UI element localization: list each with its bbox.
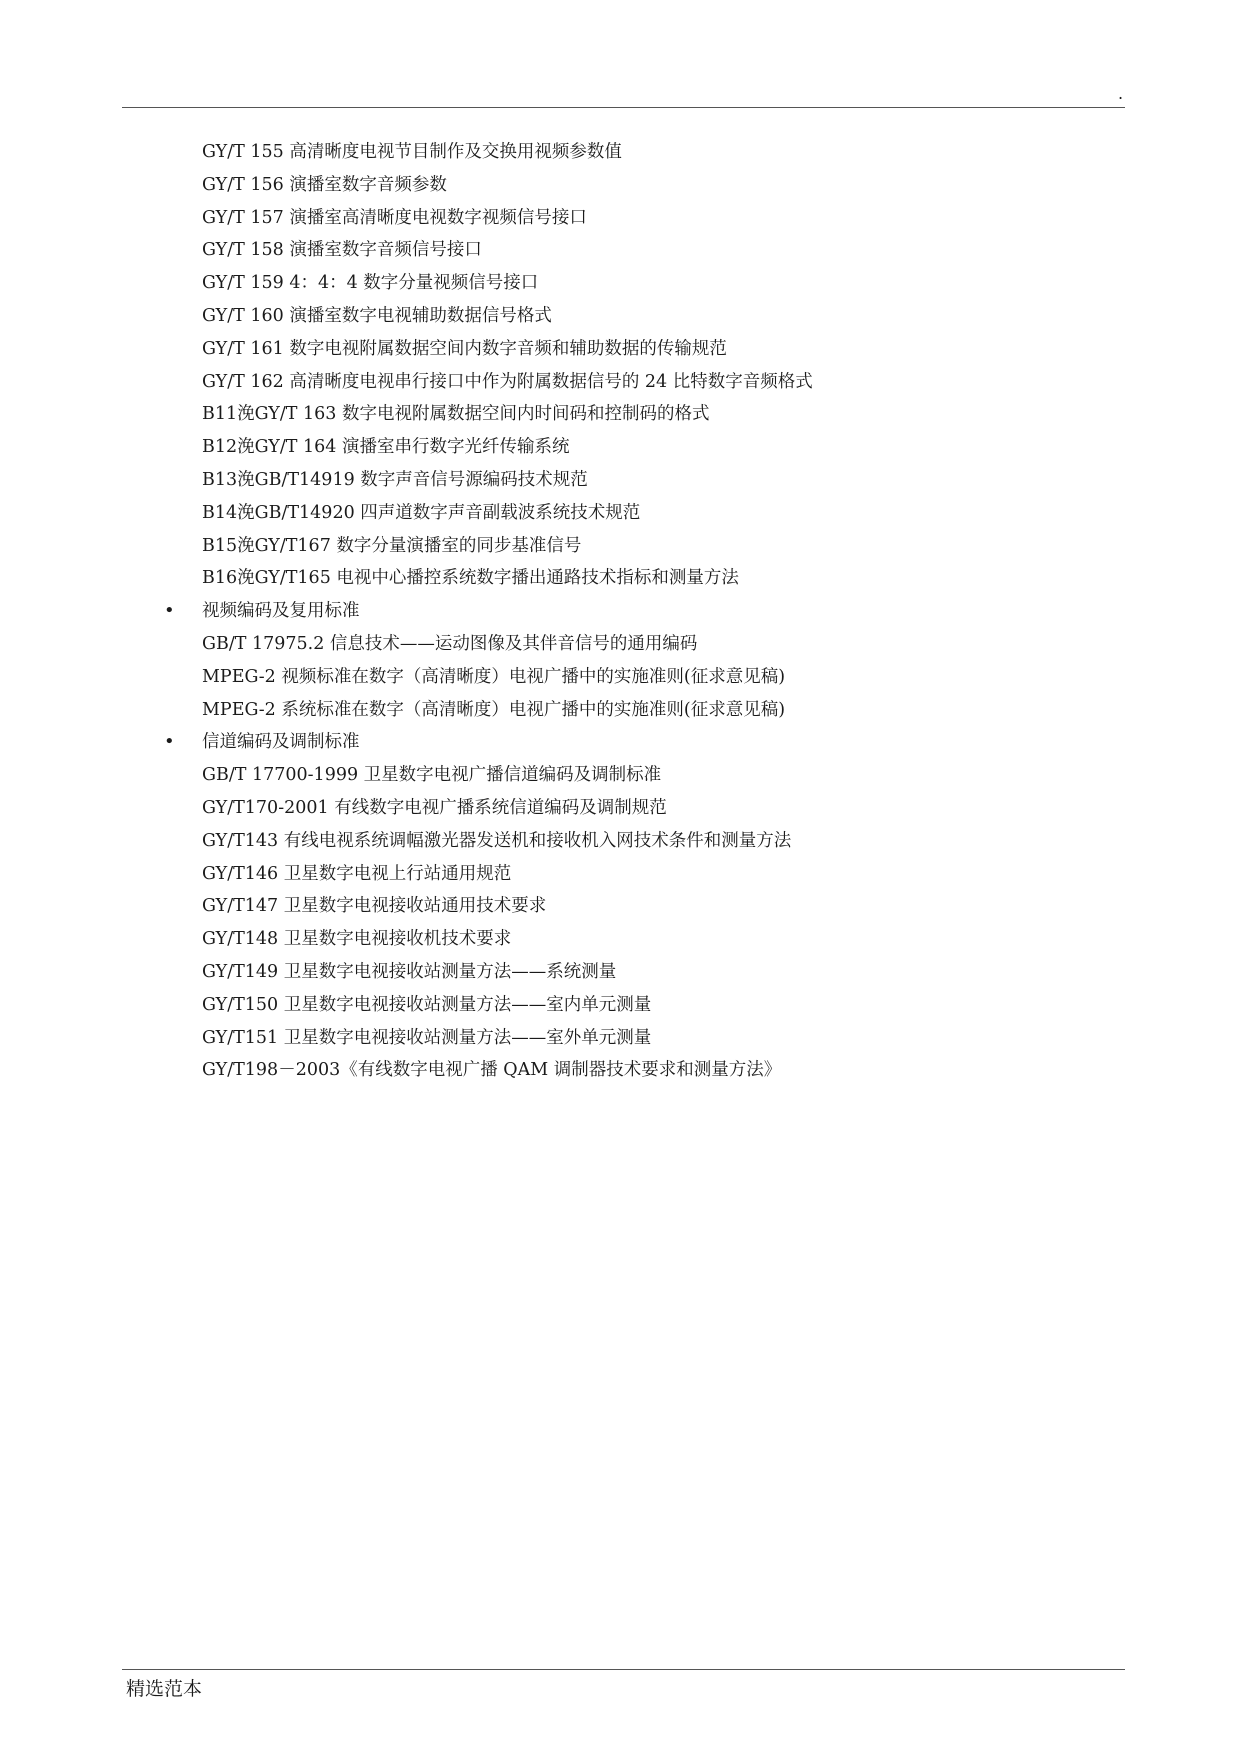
standard-title: GY/T146 卫星数字电视上行站通用规范 xyxy=(202,863,512,884)
standard-title: GY/T149 卫星数字电视接收站测量方法——系统测量 xyxy=(202,961,617,982)
section-heading-text: 视频编码及复用标准 xyxy=(202,601,360,622)
standard-title: MPEG-2 视频标准在数字（高清晰度）电视广播中的实施准则(征求意见稿) xyxy=(202,666,786,687)
bullet-icon: • xyxy=(164,600,175,622)
standard-title: B15浼GY/T167 数字分量演播室的同步基准信号 xyxy=(202,535,582,556)
standard-list-item xyxy=(162,759,1122,792)
standard-title: B12浼GY/T 164 演播室串行数字光纤传输系统 xyxy=(202,437,570,458)
standard-title: B16浼GY/T165 电视中心播控系统数字播出通路技术指标和测量方法 xyxy=(202,568,739,589)
standard-list-item xyxy=(162,956,1122,989)
standard-title: GY/T198－2003《有线数字电视广播 QAM 调制器技术要求和测量方法》 xyxy=(202,1060,782,1081)
standard-list-item xyxy=(162,661,1122,694)
standard-list-item xyxy=(162,267,1122,300)
standard-title: GY/T 157 演播室高清晰度电视数字视频信号接口 xyxy=(202,207,587,228)
standard-list-item xyxy=(162,825,1122,858)
standard-title: GY/T 155 高清晰度电视节目制作及交换用视频参数值 xyxy=(202,142,622,162)
standard-list-item xyxy=(162,202,1122,235)
standard-title: B11浼GY/T 163 数字电视附属数据空间内时间码和控制码的格式 xyxy=(202,404,710,425)
standard-list-item xyxy=(162,562,1122,595)
standard-title: GY/T 162 高清晰度电视串行接口中作为附属数据信号的 24 比特数字音频格式 xyxy=(202,371,813,392)
bullet-icon: • xyxy=(164,731,175,753)
standard-title: GY/T170-2001 有线数字电视广播系统信道编码及调制规范 xyxy=(202,797,667,818)
standard-list-item xyxy=(162,234,1122,267)
standard-list-item xyxy=(162,792,1122,825)
standard-list-item xyxy=(162,890,1122,923)
standard-title: GY/T 160 演播室数字电视辅助数据信号格式 xyxy=(202,305,552,326)
standard-list-item xyxy=(162,628,1122,661)
standard-title: GY/T147 卫星数字电视接收站通用技术要求 xyxy=(202,896,547,917)
standard-title: GY/T151 卫星数字电视接收站测量方法——室外单元测量 xyxy=(202,1027,652,1048)
standard-title: GB/T 17975.2 信息技术——运动图像及其伴音信号的通用编码 xyxy=(202,633,698,654)
standard-list-item xyxy=(162,694,1122,727)
section-heading-text: 信道编码及调制标准 xyxy=(202,732,360,753)
standard-title: GY/T 161 数字电视附属数据空间内数字音频和辅助数据的传输规范 xyxy=(202,338,727,359)
standard-list-item xyxy=(162,169,1122,202)
standard-title: GY/T 159 4：4：4 数字分量视频信号接口 xyxy=(202,273,539,294)
document-body xyxy=(162,136,1122,1087)
standard-title: B14浼GB/T14920 四声道数字声音副载波系统技术规范 xyxy=(202,502,641,523)
standard-list-item xyxy=(162,464,1122,497)
header-rule xyxy=(122,107,1125,108)
standard-title: GY/T148 卫星数字电视接收机技术要求 xyxy=(202,929,512,950)
standard-title: GY/T 158 演播室数字音频信号接口 xyxy=(202,240,482,261)
header-mark: . xyxy=(1118,84,1124,103)
standard-list-item xyxy=(162,1054,1122,1087)
standard-list-item xyxy=(162,989,1122,1022)
standard-title: B13浼GB/T14919 数字声音信号源编码技术规范 xyxy=(202,469,588,490)
section-heading xyxy=(162,595,1122,628)
standard-title: MPEG-2 系统标准在数字（高清晰度）电视广播中的实施准则(征求意见稿) xyxy=(202,699,786,720)
standard-list-item xyxy=(162,366,1122,399)
section-heading xyxy=(162,726,1122,759)
standard-list-item xyxy=(162,923,1122,956)
standard-title: GY/T150 卫星数字电视接收站测量方法——室内单元测量 xyxy=(202,994,652,1015)
footer-rule xyxy=(122,1669,1125,1670)
standard-list-item xyxy=(162,530,1122,563)
standard-list-item xyxy=(162,300,1122,333)
standard-title: GY/T143 有线电视系统调幅激光器发送机和接收机入网技术条件和测量方法 xyxy=(202,830,792,851)
standard-title: GB/T 17700-1999 卫星数字电视广播信道编码及调制标准 xyxy=(202,765,662,786)
standard-list-item xyxy=(162,497,1122,530)
standard-list-item xyxy=(162,136,1122,169)
standard-list-item xyxy=(162,1022,1122,1055)
standard-title: GY/T 156 演播室数字音频参数 xyxy=(202,174,447,195)
footer-text: 精选范本 xyxy=(126,1678,203,1700)
standard-list-item xyxy=(162,431,1122,464)
standard-list-item xyxy=(162,858,1122,891)
standard-list-item xyxy=(162,333,1122,366)
standard-list-item xyxy=(162,398,1122,431)
